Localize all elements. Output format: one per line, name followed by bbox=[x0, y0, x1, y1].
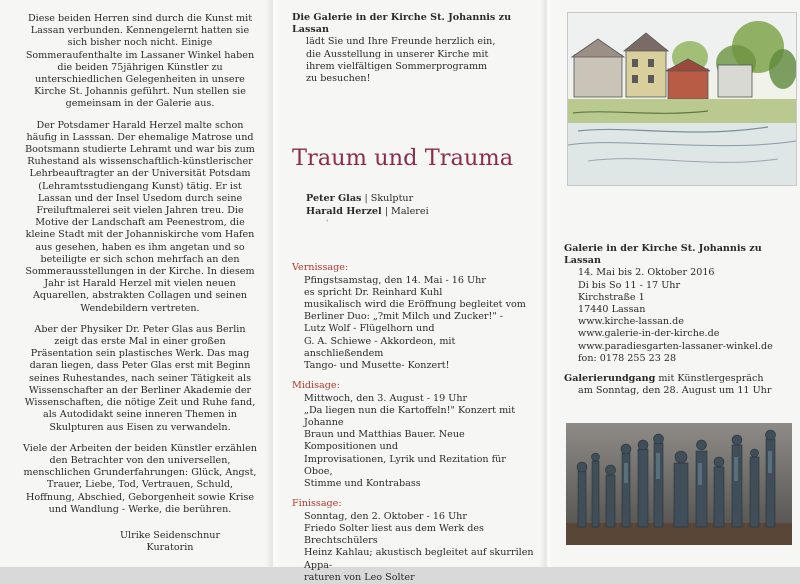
finissage-text bbox=[292, 511, 536, 584]
midisage-line: Mittwoch, den 3. August - 19 Uhr bbox=[304, 392, 468, 404]
vernissage-heading: Vernissage: bbox=[292, 262, 349, 274]
vernissage-line: G. A. Schiewe - Akkordeon, mit anschließendem bbox=[304, 335, 456, 359]
themes-paragraph: Viele der Arbeiten der beiden Künstler erzählen den Betrachter von den universellen, menschlichen Grunderfahrungen: Glück, Angst, Trauer, Liebe, Tod, Vertrauen, Schuld, Hoffnung, Abschied, Geborgenheit sowie Krise und Wandlung - Werke, die berühren. bbox=[23, 442, 257, 515]
tour-label: Galerierundgang bbox=[564, 373, 656, 385]
midisage-line: Stimme und Kontrabass bbox=[304, 478, 421, 490]
gallery-hours: Di bis So 11 - 17 Uhr bbox=[578, 279, 681, 291]
gallery-city: 17440 Lassan bbox=[578, 304, 646, 316]
intro-paragraph: Diese beiden Herren sind durch die Kunst mit Lassan verbunden. Kennengelernt hatten sie sich bisher noch nicht. Einige Sommeraufenthalte im Lassaner Winkel haben die beiden 75jährigen Künstler zu unterschiedlichen Gelegenheiten in unsere Kirche St. Johannis geführt. Nun stellen sie gemeinsam in der Galerie aus. bbox=[25, 13, 255, 110]
watercolor-painting bbox=[567, 12, 797, 186]
tour-date: am Sonntag, den 28. August um 11 Uhr bbox=[578, 385, 772, 397]
gallery-street: Kirchstraße 1 bbox=[578, 291, 645, 303]
midisage-line: Improvisationen, Lyrik und Rezitation für Oboe, bbox=[304, 453, 506, 477]
midisage-heading: Midisage: bbox=[292, 380, 340, 392]
signature bbox=[22, 530, 258, 554]
gallery-title: Galerie in der Kirche St. Johannis zu Lassan bbox=[564, 243, 762, 267]
finissage-heading: Finissage: bbox=[292, 498, 342, 510]
finissage-line: Sonntag, den 2. Oktober - 16 Uhr bbox=[304, 510, 467, 522]
signature-name: Ulrike Seidenschnur bbox=[119, 529, 221, 541]
gallery-phone: fon: 0178 255 23 28 bbox=[578, 352, 677, 364]
gallery-info bbox=[564, 243, 792, 397]
herzel-paragraph: Der Potsdamer Harald Herzel malte schon häufig in Lasssan. Der ehemalige Matrose und Bootsmann studierte Lehramt und war bis zum Ruhestand als wissenschaftlich-künstlerischer Lehrbeauftragter an der Universität Potsdam (Lehramtsstudiengang Kunst) tätig. Er ist Lassan und der Insel Usedom durch seine Freiluftmalerei seit vielen Jahren treu. Die Motive der Landschaft am Peenestrom, die kleine Stadt mit der Johanniskirche vom Hafen aus gesehen, haben es ihm angetan und so beteiligte er sich schon mehrfach an den Sommerausstellungen in der Kirche. In diesem Jahr ist Harald Herzel mit vielen neuen Aquarellen, abstrakten Collagen und seinen Wendebildern vertreten. bbox=[25, 119, 255, 314]
invitation-line: lädt Sie und Ihre Freunde herzlich ein, bbox=[306, 36, 496, 48]
artist-list bbox=[292, 193, 536, 232]
finissage-line: Heinz Kahlau; akustisch begleitet auf skurrilen Appa- bbox=[304, 547, 534, 571]
vernissage-line: Pfingstsamstag, den 14. Mai - 16 Uhr bbox=[304, 274, 486, 286]
midisage-line: Braun und Matthias Bauer. Neue Kompositionen und bbox=[304, 429, 465, 453]
finissage-line: raturen von Leo Solter bbox=[304, 571, 415, 583]
invitation-line: die Ausstellung in unserer Kirche mit bbox=[306, 48, 489, 60]
vernissage-line: musikalisch wird die Eröffnung begleitet vom bbox=[304, 299, 526, 311]
midisage-text bbox=[292, 393, 536, 491]
finissage-line: Friedo Solter liest aus dem Werk des Brechtschülers bbox=[304, 522, 484, 547]
artist-glas: Peter Glas | Skulptur bbox=[306, 193, 414, 205]
gallery-website-1: www.kirche-lassan.de bbox=[578, 316, 684, 328]
signature-role: Kuratorin bbox=[146, 542, 194, 554]
vernissage-line: Lutz Wolf - Flügelhorn und bbox=[304, 323, 435, 335]
glas-paragraph: Aber der Physiker Dr. Peter Glas aus Berlin zeigt das erste Mal in einer großen Präsentation sein plastisches Werk. Das mag daran liegen, dass Peter Glas erst mit Beginn seines Ruhestandes, nach seiner Tätigkeit als Wissenschafter an der Berliner Akademie der Wissenschaften, die nötige Zeit und Ruhe fand, als Autodidakt seine inneren Themen in Skulpturen aus Eisen zu verwandeln. bbox=[24, 323, 256, 433]
gallery-website-3: www.paradiesgarten-lassaner-winkel.de bbox=[578, 340, 773, 352]
invitation-line: zu besuchen! bbox=[306, 73, 371, 85]
exhibition-title: Traum und Trauma bbox=[292, 145, 514, 172]
tour-text: mit Künstlergespräch bbox=[655, 373, 764, 385]
vernissage-line: Tango- und Musette- Konzert! bbox=[304, 360, 450, 372]
invitation-title: Die Galerie in der Kirche St. Johannis zu Lassan bbox=[292, 12, 512, 36]
invitation-line: ihrem vielfältigen Sommerprogramm bbox=[306, 60, 488, 72]
middle-column bbox=[278, 0, 546, 583]
vernissage-line: es spricht Dr. Reinhard Kuhl bbox=[304, 286, 443, 298]
left-column bbox=[0, 0, 272, 567]
gallery-website-2: www.galerie-in-der-kirche.de bbox=[578, 328, 720, 340]
invitation bbox=[292, 12, 536, 85]
gallery-tour bbox=[564, 373, 792, 397]
events bbox=[292, 262, 536, 584]
sculpture-image bbox=[566, 423, 792, 545]
gallery-dates: 14. Mai bis 2. Oktober 2016 bbox=[578, 267, 715, 279]
vernissage-text bbox=[292, 275, 536, 373]
tick-mark: ˈ bbox=[326, 219, 329, 229]
artist-herzel: Harald Herzel | Malerei bbox=[306, 205, 429, 217]
watercolor-image bbox=[568, 13, 796, 185]
vernissage-line: Berliner Duo: „?mit Milch und Zucker!" - bbox=[304, 311, 504, 323]
sculpture-photo bbox=[566, 423, 792, 545]
midisage-line: „Da liegen nun die Kartoffeln!" Konzert mit Johanne bbox=[304, 404, 516, 429]
